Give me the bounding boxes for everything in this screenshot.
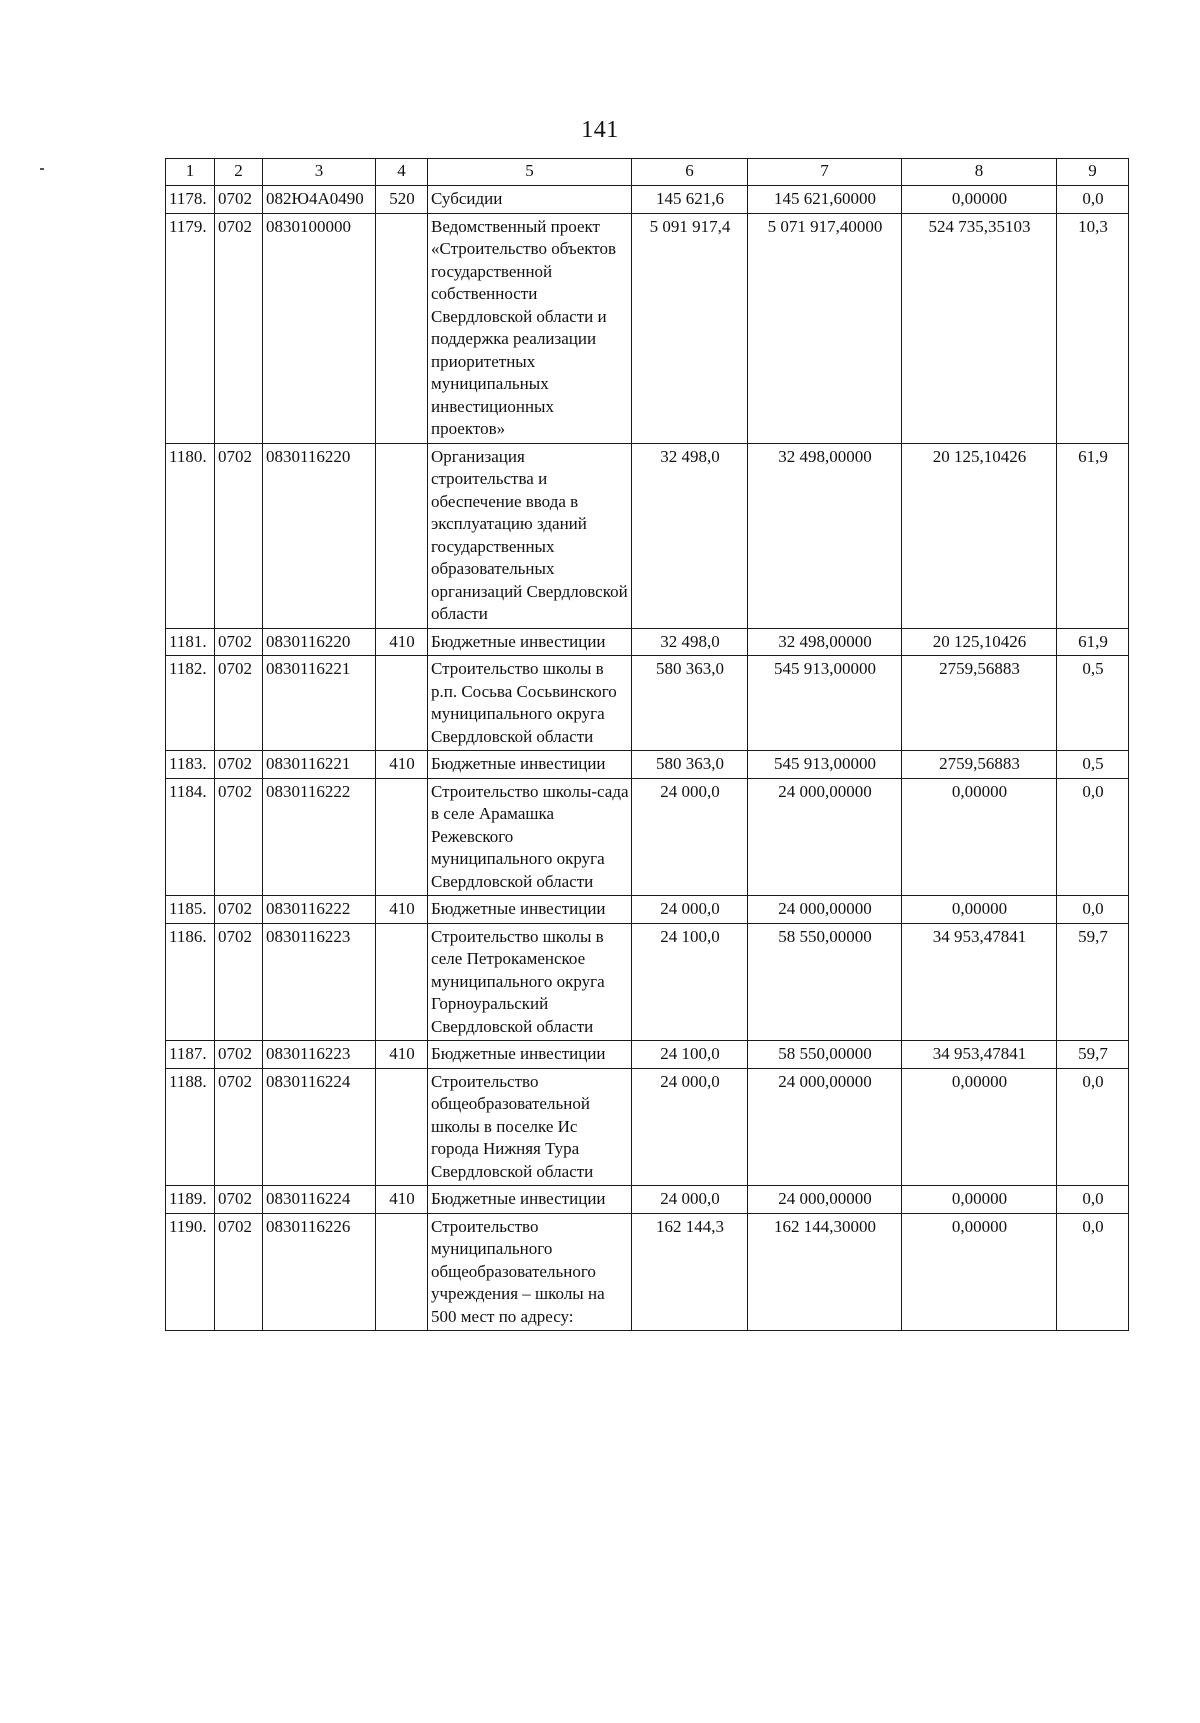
item-name: Строительство общеобразовательной школы в поселке Ис города Нижняя Тура Свердловской области — [428, 1068, 632, 1186]
target-article-code: 0830100000 — [263, 213, 376, 443]
target-article-code: 0830116222 — [263, 778, 376, 896]
table-row — [166, 1213, 1129, 1331]
amount-col7: 24 000,00000 — [748, 1068, 902, 1186]
target-article-code: 0830116223 — [263, 923, 376, 1041]
table-header — [166, 159, 1129, 186]
expense-type-code — [376, 1068, 428, 1186]
amount-col6: 162 144,3 — [632, 1213, 748, 1331]
amount-col6: 24 000,0 — [632, 778, 748, 896]
table-row — [166, 1068, 1129, 1186]
row-number: 1183. — [166, 751, 215, 779]
row-number: 1180. — [166, 443, 215, 628]
target-article-code: 0830116221 — [263, 656, 376, 751]
amount-col6: 145 621,6 — [632, 186, 748, 214]
table-row — [166, 751, 1129, 779]
amount-col8: 0,00000 — [902, 1186, 1057, 1214]
item-name: Ведомственный проект «Строительство объектов государственной собственности Свердловской области и поддержка реализации приоритетных муниципальных инвестиционных проектов» — [428, 213, 632, 443]
percent-col9: 10,3 — [1057, 213, 1129, 443]
header-cell-6: 6 — [632, 159, 748, 186]
amount-col6: 24 100,0 — [632, 923, 748, 1041]
percent-col9: 61,9 — [1057, 628, 1129, 656]
header-cell-4: 4 — [376, 159, 428, 186]
section-code: 0702 — [215, 1186, 263, 1214]
percent-col9: 61,9 — [1057, 443, 1129, 628]
amount-col8: 0,00000 — [902, 1068, 1057, 1186]
expense-type-code: 410 — [376, 751, 428, 779]
item-name: Субсидии — [428, 186, 632, 214]
table-row — [166, 1186, 1129, 1214]
budget-table — [165, 158, 1129, 1331]
table-row — [166, 923, 1129, 1041]
percent-col9: 0,5 — [1057, 751, 1129, 779]
table-row — [166, 896, 1129, 924]
section-code: 0702 — [215, 896, 263, 924]
row-number: 1182. — [166, 656, 215, 751]
percent-col9: 0,5 — [1057, 656, 1129, 751]
amount-col8: 34 953,47841 — [902, 923, 1057, 1041]
section-code: 0702 — [215, 186, 263, 214]
item-name: Строительство школы-сада в селе Арамашка Режевского муниципального округа Свердловской области — [428, 778, 632, 896]
row-number: 1188. — [166, 1068, 215, 1186]
row-number: 1185. — [166, 896, 215, 924]
percent-col9: 0,0 — [1057, 1186, 1129, 1214]
section-code: 0702 — [215, 213, 263, 443]
amount-col6: 580 363,0 — [632, 751, 748, 779]
target-article-code: 0830116226 — [263, 1213, 376, 1331]
table-row — [166, 443, 1129, 628]
amount-col7: 58 550,00000 — [748, 923, 902, 1041]
amount-col8: 0,00000 — [902, 896, 1057, 924]
expense-type-code: 520 — [376, 186, 428, 214]
amount-col6: 580 363,0 — [632, 656, 748, 751]
item-name: Бюджетные инвестиции — [428, 896, 632, 924]
row-number: 1181. — [166, 628, 215, 656]
section-code: 0702 — [215, 751, 263, 779]
amount-col6: 24 100,0 — [632, 1041, 748, 1069]
expense-type-code — [376, 443, 428, 628]
amount-col6: 24 000,0 — [632, 896, 748, 924]
amount-col6: 32 498,0 — [632, 443, 748, 628]
percent-col9: 59,7 — [1057, 1041, 1129, 1069]
section-code: 0702 — [215, 628, 263, 656]
section-code: 0702 — [215, 656, 263, 751]
section-code: 0702 — [215, 778, 263, 896]
amount-col7: 32 498,00000 — [748, 443, 902, 628]
amount-col6: 32 498,0 — [632, 628, 748, 656]
target-article-code: 0830116224 — [263, 1068, 376, 1186]
amount-col7: 145 621,60000 — [748, 186, 902, 214]
percent-col9: 0,0 — [1057, 186, 1129, 214]
page-number: 141 — [581, 117, 619, 143]
amount-col8: 2759,56883 — [902, 751, 1057, 779]
table-row — [166, 628, 1129, 656]
percent-col9: 0,0 — [1057, 1213, 1129, 1331]
amount-col8: 0,00000 — [902, 1213, 1057, 1331]
item-name: Бюджетные инвестиции — [428, 1186, 632, 1214]
percent-col9: 0,0 — [1057, 1068, 1129, 1186]
row-number: 1186. — [166, 923, 215, 1041]
scan-speck — [40, 168, 44, 170]
target-article-code: 0830116220 — [263, 628, 376, 656]
amount-col8: 34 953,47841 — [902, 1041, 1057, 1069]
amount-col8: 20 125,10426 — [902, 443, 1057, 628]
item-name: Строительство школы в селе Петрокаменское муниципального округа Горноуральский Свердловской области — [428, 923, 632, 1041]
amount-col7: 24 000,00000 — [748, 896, 902, 924]
section-code: 0702 — [215, 1041, 263, 1069]
expense-type-code — [376, 778, 428, 896]
target-article-code: 0830116220 — [263, 443, 376, 628]
row-number: 1189. — [166, 1186, 215, 1214]
target-article-code: 082Ю4А0490 — [263, 186, 376, 214]
expense-type-code: 410 — [376, 1041, 428, 1069]
amount-col8: 524 735,35103 — [902, 213, 1057, 443]
item-name: Строительство школы в р.п. Сосьва Сосьвинского муниципального округа Свердловской области — [428, 656, 632, 751]
expense-type-code: 410 — [376, 896, 428, 924]
header-cell-5: 5 — [428, 159, 632, 186]
target-article-code: 0830116224 — [263, 1186, 376, 1214]
header-cell-3: 3 — [263, 159, 376, 186]
header-row — [166, 159, 1129, 186]
expense-type-code — [376, 213, 428, 443]
expense-type-code: 410 — [376, 1186, 428, 1214]
item-name: Бюджетные инвестиции — [428, 751, 632, 779]
expense-type-code — [376, 656, 428, 751]
amount-col7: 545 913,00000 — [748, 656, 902, 751]
target-article-code: 0830116221 — [263, 751, 376, 779]
amount-col8: 0,00000 — [902, 778, 1057, 896]
table-body — [166, 186, 1129, 1331]
header-cell-1: 1 — [166, 159, 215, 186]
expense-type-code — [376, 923, 428, 1041]
table-row — [166, 778, 1129, 896]
header-cell-2: 2 — [215, 159, 263, 186]
amount-col7: 5 071 917,40000 — [748, 213, 902, 443]
item-name: Строительство муниципального общеобразовательного учреждения – школы на 500 мест по адресу: — [428, 1213, 632, 1331]
item-name: Бюджетные инвестиции — [428, 628, 632, 656]
item-name: Бюджетные инвестиции — [428, 1041, 632, 1069]
amount-col7: 24 000,00000 — [748, 778, 902, 896]
amount-col8: 0,00000 — [902, 186, 1057, 214]
row-number: 1179. — [166, 213, 215, 443]
table-row — [166, 186, 1129, 214]
header-cell-8: 8 — [902, 159, 1057, 186]
header-cell-7: 7 — [748, 159, 902, 186]
header-cell-9: 9 — [1057, 159, 1129, 186]
row-number: 1178. — [166, 186, 215, 214]
amount-col7: 58 550,00000 — [748, 1041, 902, 1069]
amount-col6: 24 000,0 — [632, 1186, 748, 1214]
amount-col6: 5 091 917,4 — [632, 213, 748, 443]
section-code: 0702 — [215, 443, 263, 628]
target-article-code: 0830116223 — [263, 1041, 376, 1069]
percent-col9: 59,7 — [1057, 923, 1129, 1041]
row-number: 1187. — [166, 1041, 215, 1069]
amount-col7: 545 913,00000 — [748, 751, 902, 779]
expense-type-code — [376, 1213, 428, 1331]
section-code: 0702 — [215, 923, 263, 1041]
table-row — [166, 656, 1129, 751]
section-code: 0702 — [215, 1068, 263, 1186]
amount-col7: 24 000,00000 — [748, 1186, 902, 1214]
target-article-code: 0830116222 — [263, 896, 376, 924]
amount-col6: 24 000,0 — [632, 1068, 748, 1186]
row-number: 1184. — [166, 778, 215, 896]
percent-col9: 0,0 — [1057, 896, 1129, 924]
amount-col7: 32 498,00000 — [748, 628, 902, 656]
amount-col7: 162 144,30000 — [748, 1213, 902, 1331]
table-row — [166, 1041, 1129, 1069]
percent-col9: 0,0 — [1057, 778, 1129, 896]
table-row — [166, 213, 1129, 443]
amount-col8: 20 125,10426 — [902, 628, 1057, 656]
expense-type-code: 410 — [376, 628, 428, 656]
section-code: 0702 — [215, 1213, 263, 1331]
amount-col8: 2759,56883 — [902, 656, 1057, 751]
item-name: Организация строительства и обеспечение ввода в эксплуатацию зданий государственных образовательных организаций Свердловской области — [428, 443, 632, 628]
row-number: 1190. — [166, 1213, 215, 1331]
